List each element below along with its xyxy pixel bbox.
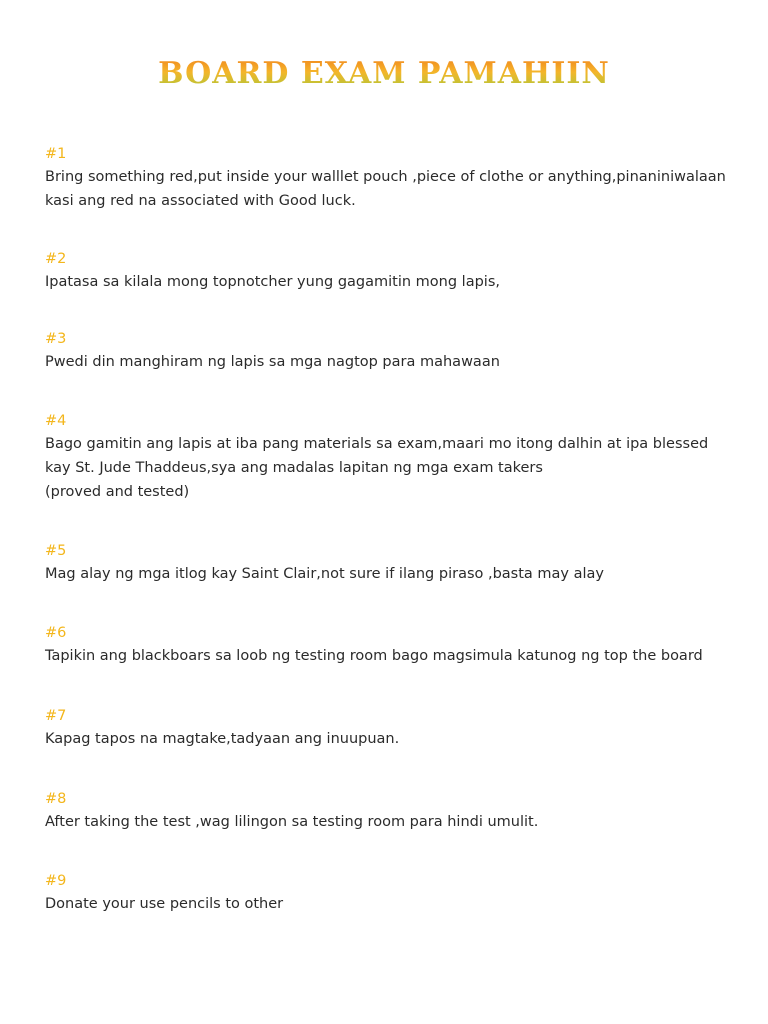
item-number: #9 [45,873,67,889]
item-number: #5 [45,543,67,559]
item-number: #1 [45,146,67,162]
item-text-line: After taking the test ,wag lilingon sa testing room para hindi umulit. [45,814,539,830]
list-item [45,410,735,504]
list-item [45,540,735,586]
list-item [45,143,735,213]
item-number: #4 [45,413,67,429]
list-item [45,328,735,374]
pamahiin-list [45,143,735,916]
list-item [45,622,735,668]
item-text-line: Ipatasa sa kilala mong topnotcher yung gagamitin mong lapis, [45,274,500,290]
item-text-line: Mag alay ng mga itlog kay Saint Clair,not sure if ilang piraso ,basta may alay [45,566,605,582]
item-text-line: Pwedi din manghiram ng lapis sa mga nagtop para mahawaan [45,354,500,370]
document-title: BOARD EXAM PAMAHIIN [0,54,768,94]
item-number: #2 [45,251,67,267]
list-item [45,705,735,751]
item-text-line: Donate your use pencils to other [45,896,284,912]
item-text-line: Kapag tapos na magtake,tadyaan ang inuupuan. [45,731,400,747]
item-number: #3 [45,331,67,347]
item-number: #6 [45,625,67,641]
item-text-line: Tapikin ang blackboars sa loob ng testing room bago magsimula katunog ng top the board [45,648,703,664]
item-text-line: Bring something red,put inside your walllet pouch ,piece of clothe or anything,pinaniniwalaan [45,169,726,185]
item-number: #8 [45,791,67,807]
list-item [45,870,735,916]
list-item [45,248,735,294]
item-text-line: Bago gamitin ang lapis at iba pang materials sa exam,maari mo itong dalhin at ipa blessed [45,436,709,452]
item-text-line: kasi ang red na associated with Good luck. [45,193,356,209]
list-item [45,788,735,834]
item-number: #7 [45,708,67,724]
item-text-line: (proved and tested) [45,484,190,500]
item-text-line: kay St. Jude Thaddeus,sya ang madalas lapitan ng mga exam takers [45,460,543,476]
